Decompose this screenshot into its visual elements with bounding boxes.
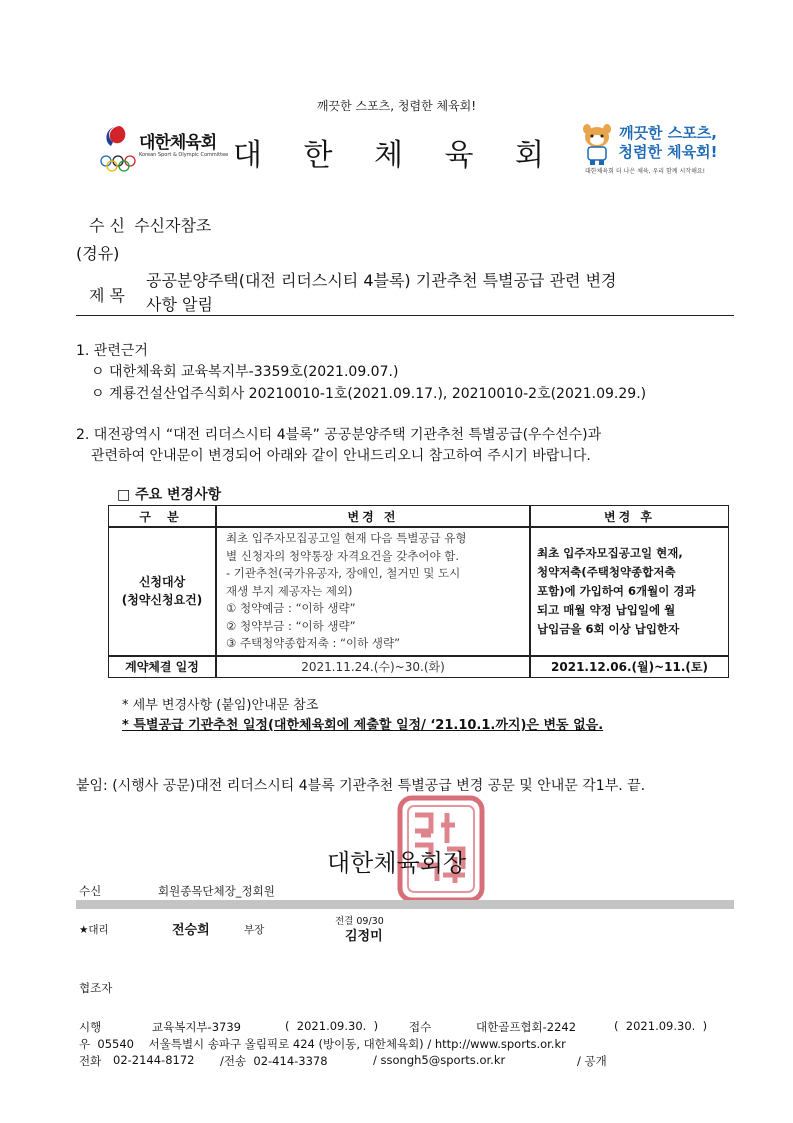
campaign-logo <box>573 122 723 178</box>
receive-date: ( 2021.09.30. ) <box>614 1019 708 1033</box>
before-line: 최초 입주자모집공고일 현재 다음 특별공급 유형 <box>226 531 467 545</box>
motto: 깨끗한 스포츠, 청렴한 체육회! <box>316 99 477 113</box>
kspo-logo-text: 대한체육회 <box>139 133 217 153</box>
row1-before <box>216 527 530 656</box>
row2-after: 2021.12.06.(월)~11.(토) <box>530 656 729 678</box>
phone-number: 02-2144-8172 <box>113 1053 195 1067</box>
row1-category-line-2: (청약신청요건) <box>121 593 203 608</box>
header-after: 변경 후 <box>530 505 729 527</box>
enforce-label: 시행 <box>79 1020 102 1034</box>
after-line: 청약저축(주택청약종합저축 <box>537 564 676 579</box>
subject-line-1: 공공분양주택(대전 리더스시티 4블록) 기관추천 특별공급 관련 변경 <box>146 271 617 290</box>
campaign-tagline: 대한체육회 더 나은 체육, 우리 함께 시작해요! <box>585 168 706 175</box>
changes-box-title: □ 주요 변경사항 <box>117 487 222 503</box>
enforce-date: ( 2021.09.30. ) <box>285 1019 379 1033</box>
document-org-title: 대 한 체 육 회 <box>232 138 561 173</box>
subject-text <box>146 269 736 317</box>
header-divider <box>76 315 734 316</box>
phone-label: 전화 <box>79 1054 102 1068</box>
subject-label: 제 목 <box>89 286 125 305</box>
recipient-row <box>89 213 211 236</box>
section1-heading: 1. 관련근거 <box>76 343 148 359</box>
header-category: 구 분 <box>108 505 216 527</box>
fax-number: /전송 02-414-3378 <box>220 1054 328 1068</box>
approval-divider <box>76 900 734 909</box>
drafter-name: 전승희 <box>172 923 210 938</box>
after-line: 납입금을 6회 이상 납입한자 <box>537 621 680 636</box>
attachment-line: 붙임: (시행사 공문)대전 리더스시티 4블록 기관추천 특별공급 변경 공문 및 안내문 각1부. 끝. <box>76 778 646 794</box>
row2-category: 계약체결 일정 <box>108 656 216 678</box>
slogan-line-1: 깨끗한 스포츠, <box>619 124 717 142</box>
section1-item: ㅇ 대한체육회 교육복지부-3359호(2021.09.07.) <box>91 364 399 380</box>
address-line: 우 05540 서울특별시 송파구 올림픽로 424 (방이동, 대한체육회) / http://www.sports.or.kr <box>79 1037 566 1051</box>
cooperation-label: 협조자 <box>79 981 113 995</box>
table-row <box>108 656 729 678</box>
table-row <box>108 527 729 656</box>
before-line: ② 청약부금 : “이하 생략” <box>226 618 356 633</box>
distribution-label: 수신 <box>79 884 102 898</box>
after-line: 되고 매월 약정 납입일에 월 <box>537 602 676 617</box>
note-schedule-unchanged: * 특별공급 기관추천 일정(대한체육회에 제출할 일정/ ‘21.10.1.까지)은 변동 없음. <box>122 718 604 733</box>
table-header-row <box>108 505 729 527</box>
section1-item: ㅇ 계룡건설산업주식회사 20210010-1호(2021.09.17.), 20210010-2호(2021.09.29.) <box>91 386 647 402</box>
before-line: ① 청약예금 : “이하 생략” <box>226 601 356 615</box>
before-line: 재생 부지 제공자는 제외) <box>226 583 353 598</box>
section2-line-2: 관련하여 안내문이 변경되어 아래와 같이 안내드리오니 참고하여 주시기 바랍니다. <box>91 448 591 464</box>
section2-line-1: 2. 대전광역시 “대전 리더스시티 4블록” 공공분양주택 기관추천 특별공급(우수선수)과 <box>76 427 602 443</box>
row1-category-line-1: 신청대상 <box>138 575 186 590</box>
receive-label: 접수 <box>409 1020 432 1034</box>
via-label: (경유) <box>76 244 120 263</box>
row1-category <box>108 527 216 656</box>
subject-line-2: 사항 알림 <box>146 295 213 314</box>
before-line: ③ 주택청약종합저축 : “이하 생략” <box>226 636 401 650</box>
distribution-value: 회원종목단체장_정회원 <box>158 884 275 898</box>
receive-number: 대한골프협회-2242 <box>476 1020 577 1034</box>
recipient-value: 수신자참조 <box>134 216 212 235</box>
signature-title: 대한체육회장 <box>327 849 467 877</box>
disclosure-status: / 공개 <box>577 1054 607 1068</box>
note-detail: * 세부 변경사항 (붙임)안내문 참조 <box>122 698 319 713</box>
section1-list <box>91 361 646 405</box>
final-approver-name: 김정미 <box>345 929 383 944</box>
row2-before: 2021.11.24.(수)~30.(화) <box>216 656 530 678</box>
kspo-logo-subtext: Korean Sport & Olympic Committee <box>139 152 229 158</box>
final-approval-stamp: 전결 09/30 <box>335 916 384 927</box>
drafter-role: ★대리 <box>79 924 109 936</box>
row1-after <box>530 527 729 656</box>
email-link[interactable]: / ssongh5@sports.or.kr <box>373 1053 506 1067</box>
header-before: 변경 전 <box>216 505 530 527</box>
mascot-icon <box>577 124 617 166</box>
changes-table <box>108 505 729 678</box>
reviewer-role: 부장 <box>244 924 265 936</box>
campaign-slogan <box>615 124 721 162</box>
recipient-label: 수 신 <box>89 216 125 235</box>
slogan-line-2: 청렴한 체육회! <box>618 143 718 161</box>
after-line: 최초 입주자모집공고일 현재, <box>537 545 683 560</box>
enforce-number: 교육복지부-3739 <box>152 1020 241 1034</box>
before-line: 별 신청자의 청약통장 자격요건을 갖추어야 함. <box>226 548 460 563</box>
after-line: 포함)에 가입하여 6개월이 경과 <box>537 583 696 598</box>
before-line: - 기관추천(국가유공자, 장애인, 철거민 및 도시 <box>226 566 461 580</box>
section2-paragraph <box>76 425 601 467</box>
